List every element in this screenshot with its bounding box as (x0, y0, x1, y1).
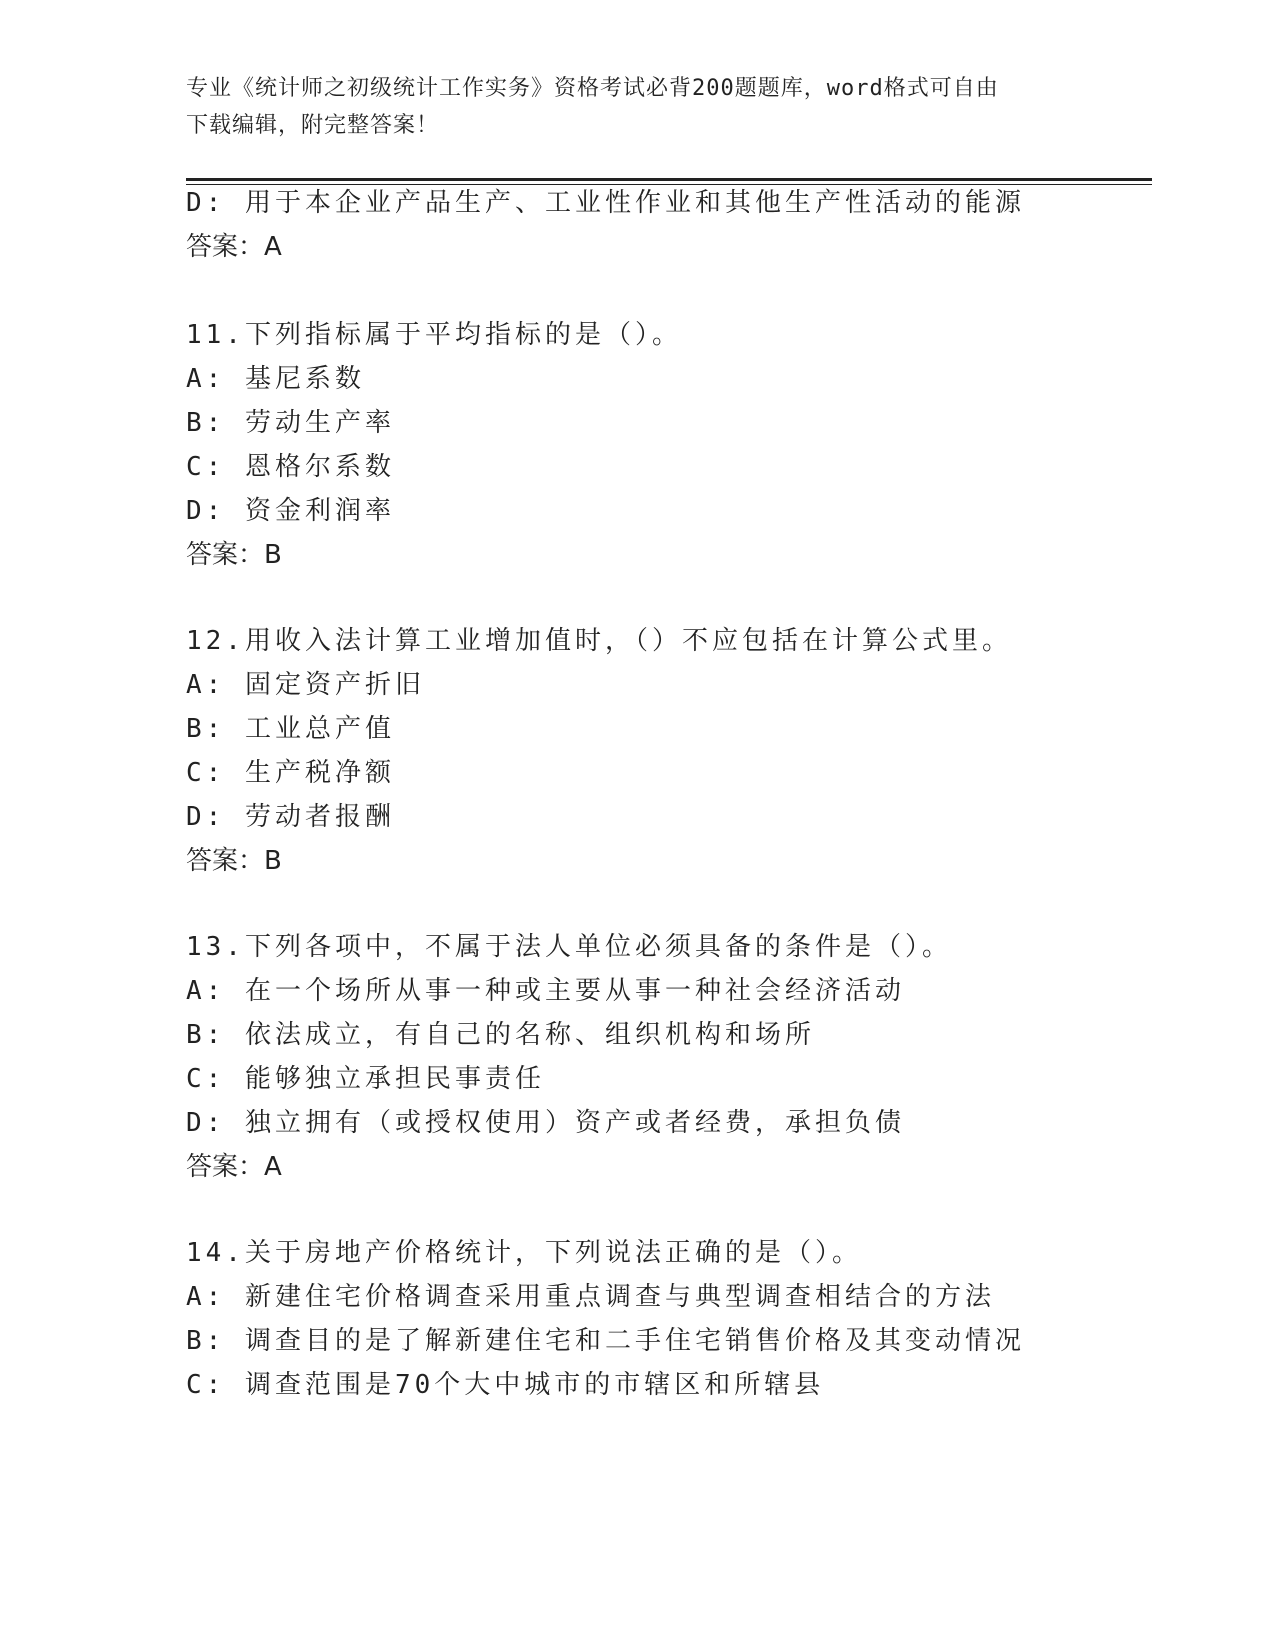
question-12-answer: 答案：B (186, 846, 282, 876)
question-11-option-b: B: 劳动生产率 (186, 408, 395, 438)
question-13-option-d: D: 独立拥有（或授权使用）资产或者经费，承担负债 (186, 1108, 905, 1138)
question-14-option-c: C: 调查范围是70个大中城市的市辖区和所辖县 (186, 1370, 825, 1400)
header-rule-thin (186, 184, 1152, 185)
question-13-stem: 13.下列各项中，不属于法人单位必须具备的条件是（）。 (186, 932, 952, 962)
header-line-1: 专业《统计师之初级统计工作实务》资格考试必背200题题库，word格式可自由 (186, 76, 999, 101)
question-11-option-d: D: 资金利润率 (186, 496, 395, 526)
question-11-option-a: A: 基尼系数 (186, 364, 365, 394)
prev-answer: 答案：A (186, 232, 282, 262)
header-rule-thick (186, 178, 1152, 181)
question-14-stem: 14.关于房地产价格统计，下列说法正确的是（）。 (186, 1238, 862, 1268)
question-12-option-d: D: 劳动者报酬 (186, 802, 395, 832)
question-12-option-c: C: 生产税净额 (186, 758, 395, 788)
question-12-option-a: A: 固定资产折旧 (186, 670, 425, 700)
prev-option-d: D: 用于本企业产品生产、工业性作业和其他生产性活动的能源 (186, 188, 1025, 218)
question-13-answer: 答案：A (186, 1152, 282, 1182)
question-12-stem: 12.用收入法计算工业增加值时，（）不应包括在计算公式里。 (186, 626, 1012, 656)
question-14-option-b: B: 调查目的是了解新建住宅和二手住宅销售价格及其变动情况 (186, 1326, 1025, 1356)
document-header (186, 70, 1086, 144)
question-12-option-b: B: 工业总产值 (186, 714, 395, 744)
question-11-option-c: C: 恩格尔系数 (186, 452, 395, 482)
question-11-stem: 11.下列指标属于平均指标的是（）。 (186, 320, 682, 350)
question-13-option-b: B: 依法成立，有自己的名称、组织机构和场所 (186, 1020, 815, 1050)
question-11-answer: 答案：B (186, 540, 282, 570)
question-14-option-a: A: 新建住宅价格调查采用重点调查与典型调查相结合的方法 (186, 1282, 995, 1312)
question-13-option-c: C: 能够独立承担民事责任 (186, 1064, 545, 1094)
question-13-option-a: A: 在一个场所从事一种或主要从事一种社会经济活动 (186, 976, 905, 1006)
header-line-2: 下载编辑，附完整答案！ (186, 113, 440, 138)
